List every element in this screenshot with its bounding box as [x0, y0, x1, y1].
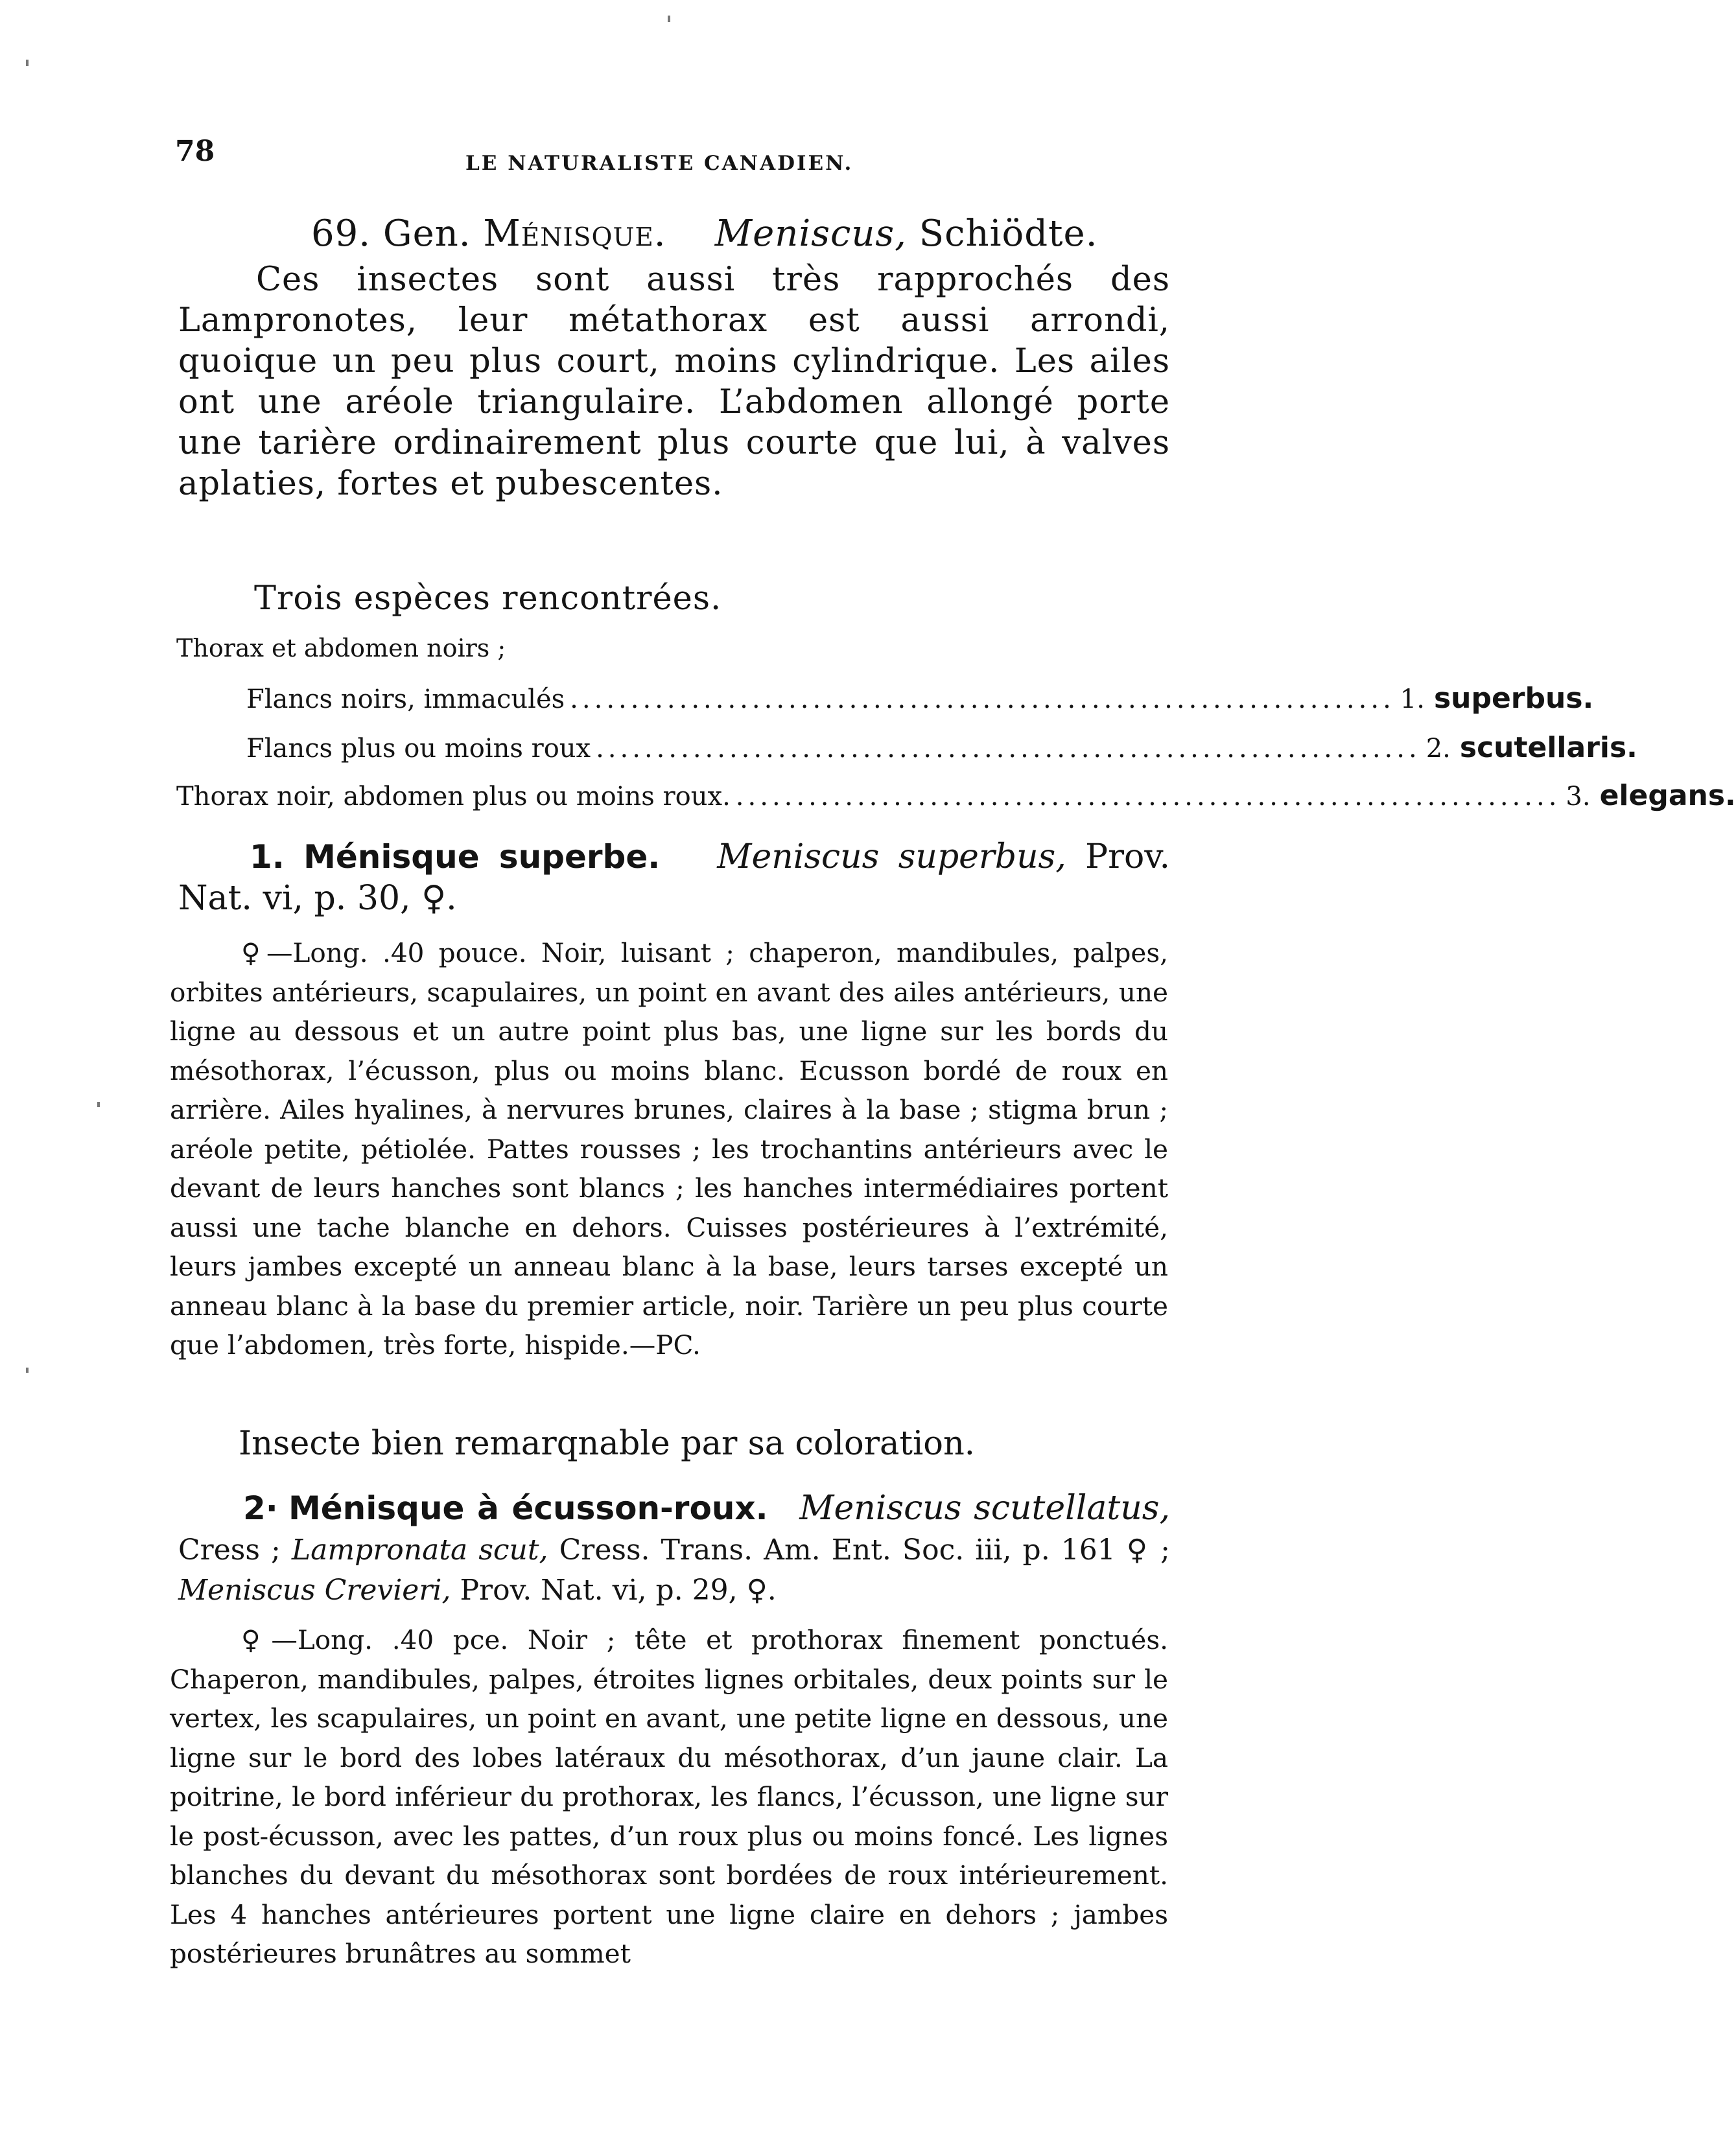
genus-author: Schiödte. [919, 213, 1098, 255]
running-head [175, 135, 1151, 174]
key-entry [246, 682, 1594, 715]
species-2-ref-5: Prov. Nat. vi, p. 29, ♀. [460, 1574, 777, 1607]
key-entry-taxon: superbus. [1433, 682, 1594, 715]
key-entry-description: Flancs plus ou moins roux [246, 734, 591, 764]
journal-title: LE NATURALISTE CANADIEN. [465, 152, 854, 175]
species-1-reference: Prov. Nat. vi, p. 30, ♀. [178, 837, 1171, 918]
page-number: 78 [175, 135, 215, 168]
key-group-2 [176, 779, 1736, 812]
key-entry [246, 731, 1637, 764]
key-entry-number: 1. [1400, 684, 1425, 714]
species-1-french-name: Ménisque superbe. [303, 838, 661, 876]
key-entry-number: 3. [1566, 782, 1591, 811]
key-entry-leader: .................................................................... [735, 782, 1561, 811]
species-2-french-name: Ménisque à écusson-roux. [288, 1489, 768, 1527]
key-entry-taxon: elegans. [1599, 779, 1736, 812]
print-speck [26, 1368, 29, 1373]
key-entry-leader: .................................................................... [596, 734, 1421, 764]
species-2-number: 2· [243, 1489, 278, 1527]
print-speck [668, 16, 670, 22]
key-entry-taxon: scutellaris. [1459, 731, 1637, 764]
genus-latin-name: Meniscus, [714, 213, 907, 255]
species-2-latin-name: Meniscus scutellatus, [799, 1489, 1170, 1528]
genus-number: 69. Gen. [311, 213, 471, 255]
intro-paragraph: Ces insectes sont aussi très rapprochés des Lampronotes, leur métathorax est aussi arrondi, quoique un peu plus court, moins cylindrique. Les ailes ont une aréole triangulaire. L’abdomen allongé porte une tarière ordinairement plus courte que lui, à valves aplaties, fortes et pubescentes. [178, 261, 1170, 503]
species-2-ref-1: Cress ; [178, 1534, 281, 1567]
genus-french-name: Ménisque. [483, 213, 666, 255]
key-entry-leader: .................................................................... [570, 684, 1395, 714]
genus-heading [311, 213, 1098, 255]
key-entry-description: Thorax noir, abdomen plus ou moins roux. [176, 782, 731, 811]
species-2-ref-4: Meniscus Crevieri, [178, 1574, 451, 1607]
key-entry-description: Flancs noirs, immaculés [246, 684, 565, 714]
species-1-heading [178, 836, 1170, 919]
species-2-ref-3: Cress. Trans. Am. Ent. Soc. iii, p. 161 ♀ ; [559, 1534, 1170, 1567]
species-count: Trois espèces rencontrées. [254, 579, 722, 618]
species-2-heading [178, 1488, 1170, 1611]
species-2-description: ♀—Long. .40 pce. Noir ; tête et prothorax finement ponctués. Chaperon, mandibules, palpes, étroites lignes orbitales, deux points sur le vertex, les scapulaires, un point en avant, une petite ligne en dessous, une ligne sur le bord des lobes latéraux du mésothorax, d’un jaune clair. La poitrine, le bord inférieur du prothorax, les flancs, l’écusson, une ligne sur le post-écusson, avec les pattes, d’un roux plus ou moins foncé. Les lignes blanches du devant du mésothorax sont bordées de roux intérieurement. Les 4 hanches antérieures portent une ligne claire en dehors ; jambes postérieures brunâtres au sommet [170, 1624, 1168, 1969]
species-2-ref-2: Lampronata scut, [291, 1534, 548, 1567]
species-1-latin-name: Meniscus superbus, [717, 837, 1066, 876]
species-1-remark: Insecte bien remarqnable par sa coloration. [239, 1425, 976, 1463]
species-1-description: ♀—Long. .40 pouce. Noir, luisant ; chaperon, mandibules, palpes, orbites antérieurs, scapulaires, un point en avant des ailes antérieurs, une ligne au dessous et un autre point plus bas, une ligne sur les bords du mésothorax, l’écusson, plus ou moins blanc. Ecusson bordé de roux en arrière. Ailes hyalines, à nervures brunes, claires à la base ; stigma brun ; aréole petite, pétiolée. Pattes rousses ; les trochantins antérieurs avec le devant de leurs hanches sont blancs ; les hanches intermédiaires portent aussi une tache blanche en dehors. Cuisses postérieures à l’extrémité, leurs jambes excepté un anneau blanc à la base, leurs tarses excepté un anneau blanc à la base du premier article, noir. Tarière un peu plus courte que l’abdomen, très forte, hispide.—PC. [170, 937, 1168, 1360]
key-group-1: Thorax et abdomen noirs ; [176, 634, 506, 662]
key-entry-number: 2. [1425, 734, 1451, 764]
species-1-number: 1. [250, 838, 285, 876]
print-speck [26, 60, 29, 66]
print-speck [97, 1102, 100, 1107]
